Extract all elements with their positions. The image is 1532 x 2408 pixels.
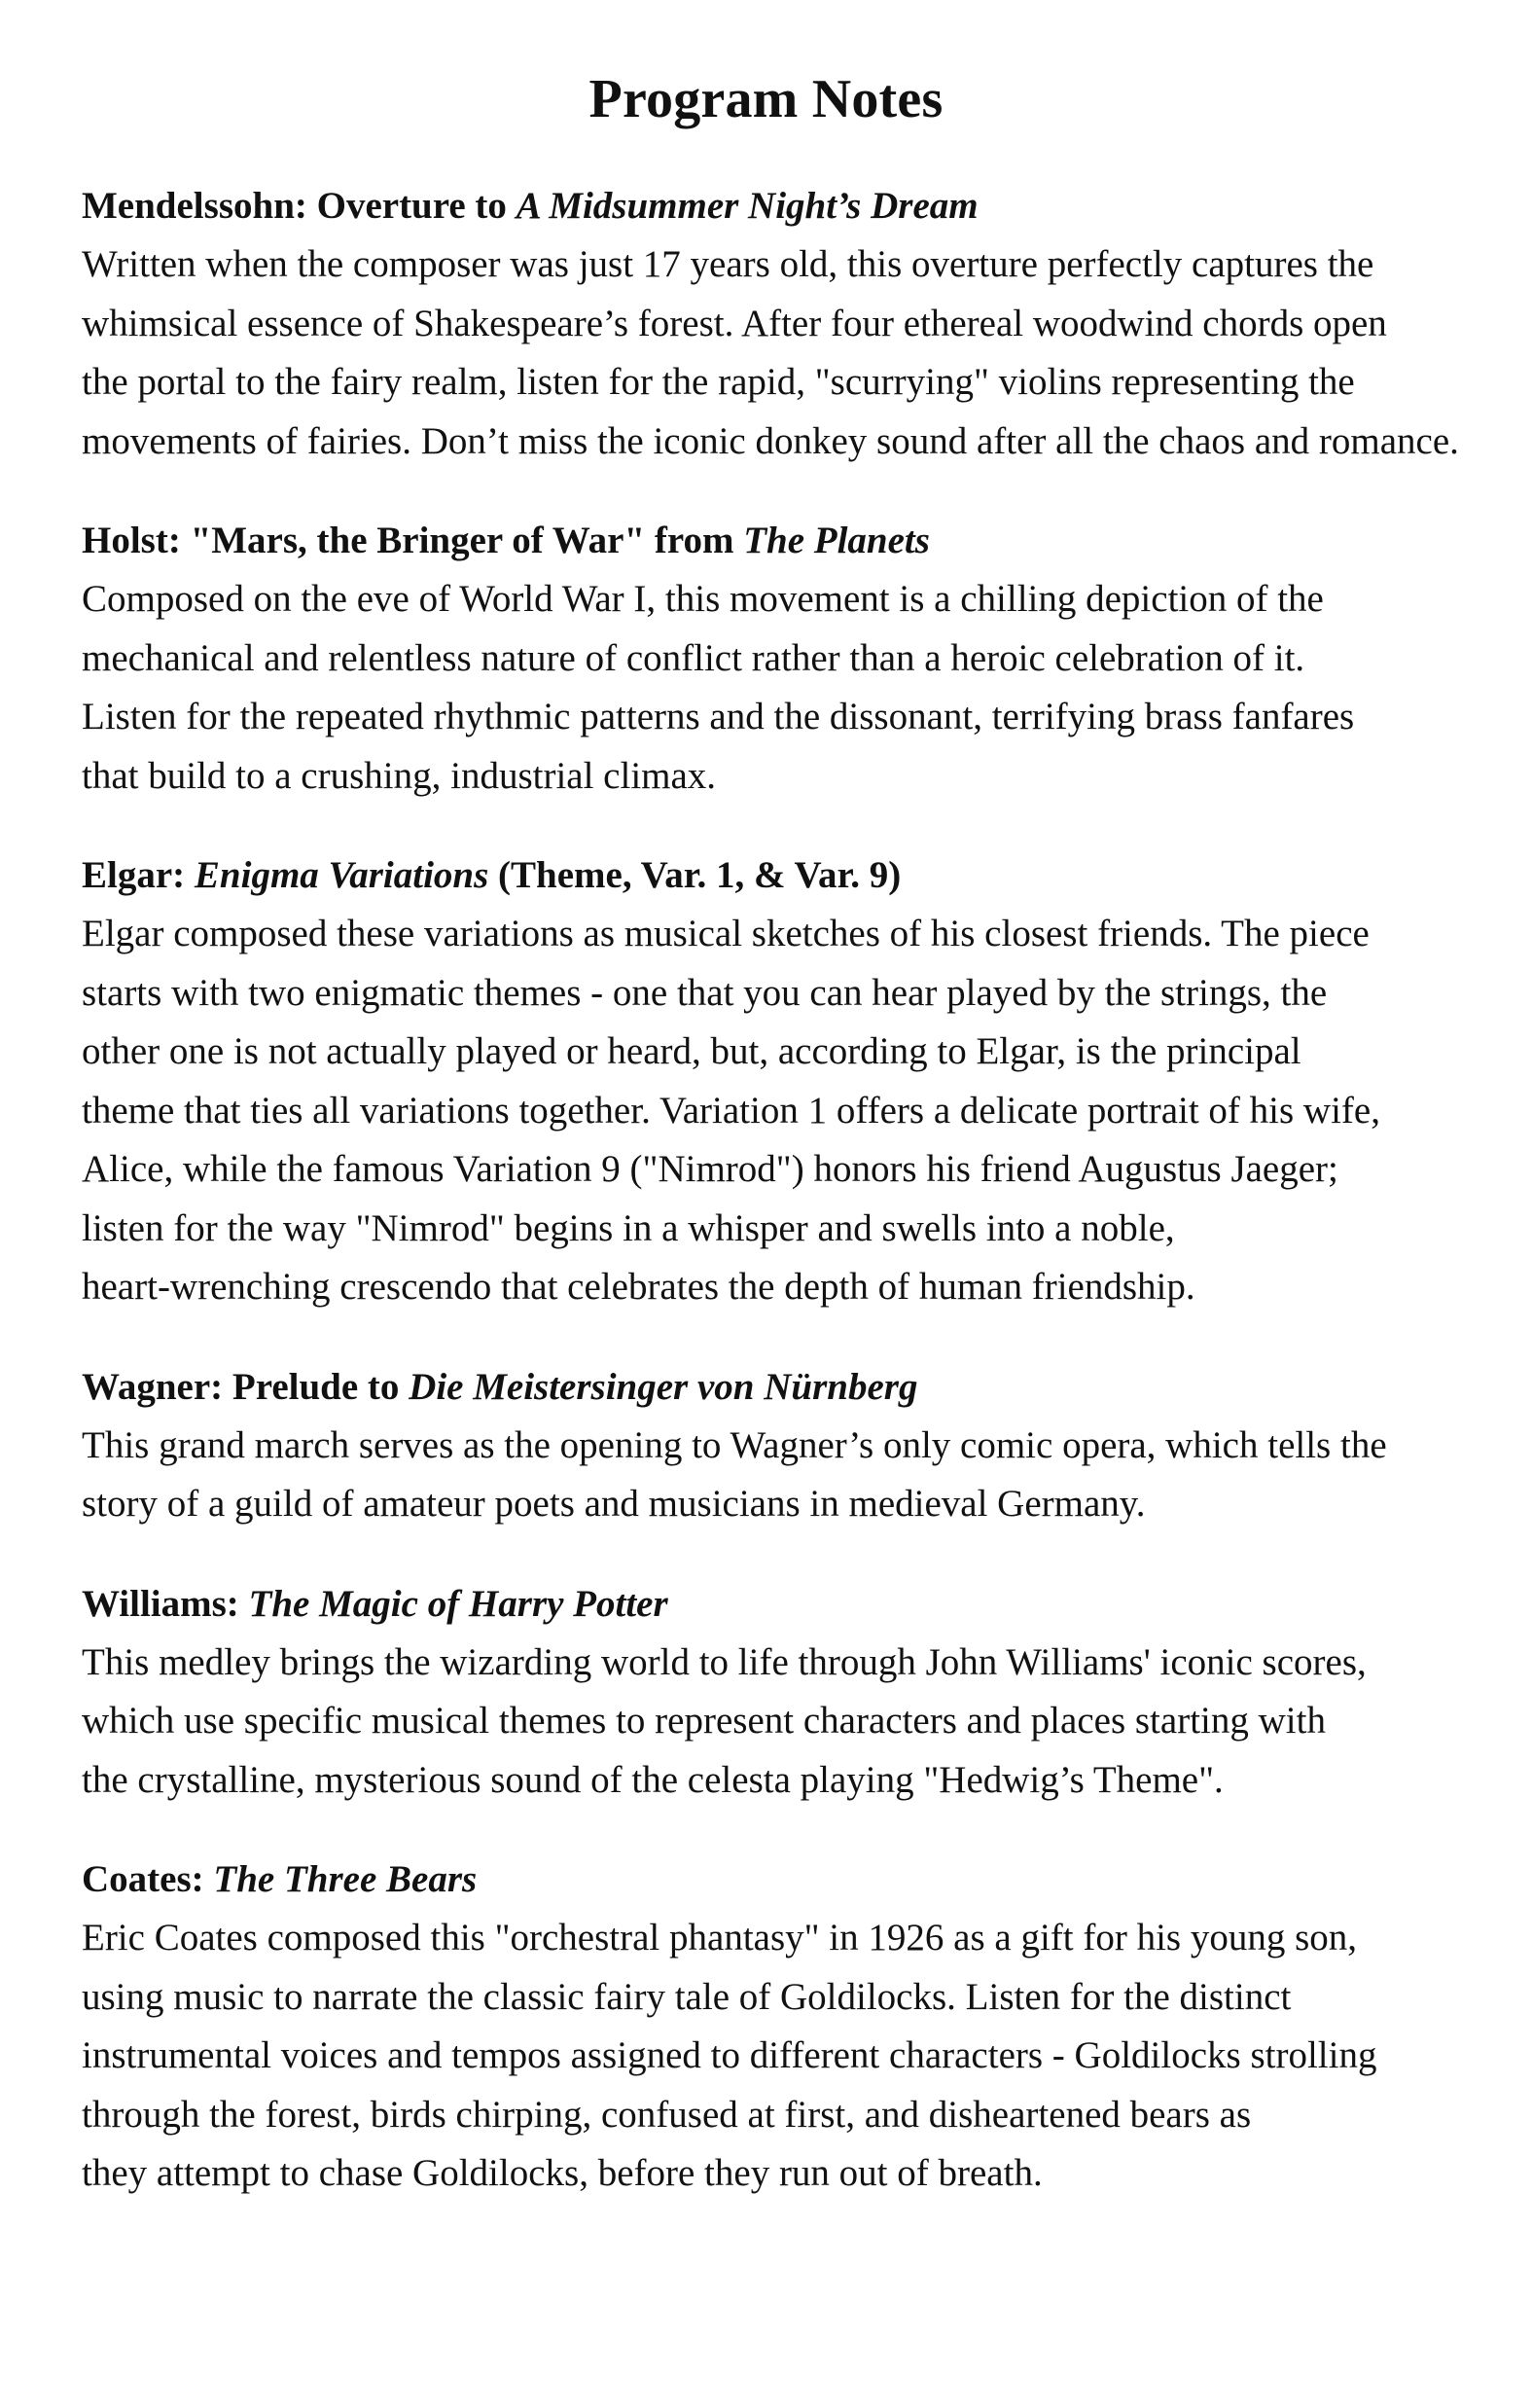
note-body-line: Listen for the repeated rhythmic patterns and the dissonant, terrifying brass fanfares	[82, 696, 1355, 737]
note-heading	[82, 512, 1532, 570]
note-heading	[82, 1851, 1532, 1909]
note-body-line: mechanical and relentless nature of conflict rather than a heroic celebration of it.	[82, 636, 1305, 679]
note-heading	[82, 846, 1532, 905]
note-body-line: instrumental voices and tempos assigned to different characters - Goldilocks strolling	[82, 2034, 1377, 2076]
note-body-line: Composed on the eve of World War I, this movement is a chilling depiction of the	[82, 578, 1324, 620]
note-body-line: movements of fairies. Don’t miss the iconic donkey sound after all the chaos and romance.	[82, 419, 1459, 462]
note-heading-composer: Mendelssohn: Overture to	[82, 185, 517, 227]
note-body-line: whimsical essence of Shakespeare’s forest. After four ethereal woodwind chords open	[82, 302, 1387, 344]
note-heading-composer: Elgar:	[82, 854, 195, 896]
note-body-line: the crystalline, mysterious sound of the celesta playing "Hedwig’s Theme".	[82, 1758, 1224, 1801]
note-body-line: the portal to the fairy realm, listen for the rapid, "scurrying" violins representing the	[82, 361, 1355, 403]
note-heading	[82, 1575, 1532, 1634]
notes-list	[82, 177, 1532, 2204]
note-body-line: which use specific musical themes to represent characters and places starting with	[82, 1700, 1326, 1742]
note-body	[82, 570, 1512, 806]
note-body	[82, 1634, 1512, 1811]
program-note	[82, 177, 1532, 471]
note-heading-work-title: The Three Bears	[213, 1858, 478, 1900]
note-heading-work-title: The Magic of Harry Potter	[248, 1582, 668, 1625]
note-heading-composer: Wagner: Prelude to	[82, 1365, 410, 1408]
note-heading-composer: Holst: "Mars, the Bringer of War" from	[82, 520, 744, 561]
note-body-line: story of a guild of amateur poets and musicians in medieval Germany.	[82, 1483, 1146, 1525]
program-note	[82, 1575, 1532, 1811]
note-body	[82, 235, 1512, 471]
note-body-line: starts with two enigmatic themes - one that you can hear played by the strings, the	[82, 971, 1328, 1014]
note-body-line: they attempt to chase Goldilocks, before they run out of breath.	[82, 2152, 1043, 2194]
program-note	[82, 1851, 1532, 2204]
note-heading-work-title: Die Meistersinger von Nürnberg	[409, 1365, 918, 1408]
note-heading-work-title: Enigma Variations	[194, 854, 489, 896]
note-heading-work-title: A Midsummer Night’s Dream	[516, 185, 979, 227]
note-body-line: through the forest, birds chirping, confused at first, and disheartened bears as	[82, 2093, 1252, 2136]
note-body	[82, 1417, 1512, 1534]
note-body-line: This grand march serves as the opening to Wagner’s only comic opera, which tells the	[82, 1423, 1387, 1466]
note-body-line: that build to a crushing, industrial climax.	[82, 754, 717, 797]
note-body-line: theme that ties all variations together. Variation 1 offers a delicate portrait of his wife,	[82, 1089, 1380, 1132]
note-body-line: Written when the composer was just 17 years old, this overture perfectly captures the	[82, 243, 1374, 285]
note-body-line: Elgar composed these variations as musical sketches of his closest friends. The piece	[82, 913, 1370, 954]
program-note	[82, 846, 1532, 1317]
note-body-line: Alice, while the famous Variation 9 ("Nimrod") honors his friend Augustus Jaeger;	[82, 1148, 1338, 1190]
note-body-line: This medley brings the wizarding world to life through John Williams' iconic scores,	[82, 1640, 1367, 1683]
note-body	[82, 905, 1512, 1317]
note-heading-work-title: The Planets	[743, 520, 930, 561]
note-body	[82, 1909, 1512, 2204]
note-body-line: using music to narrate the classic fairy tale of Goldilocks. Listen for the distinct	[82, 1975, 1292, 2018]
note-body-line: Eric Coates composed this "orchestral phantasy" in 1926 as a gift for his young son,	[82, 1917, 1358, 1959]
program-note	[82, 512, 1532, 806]
program-note	[82, 1358, 1532, 1534]
note-heading-composer: Williams:	[82, 1582, 249, 1625]
note-heading	[82, 1358, 1532, 1417]
note-body-line: other one is not actually played or heard, but, according to Elgar, is the principal	[82, 1030, 1301, 1072]
note-heading	[82, 177, 1532, 235]
page-title: Program Notes	[588, 69, 944, 129]
note-heading-composer: Coates:	[82, 1858, 214, 1900]
note-heading-detail: (Theme, Var. 1, & Var. 9)	[488, 854, 902, 896]
note-body-line: listen for the way "Nimrod" begins in a whisper and swells into a noble,	[82, 1206, 1175, 1249]
note-body-line: heart-wrenching crescendo that celebrates the depth of human friendship.	[82, 1266, 1195, 1308]
